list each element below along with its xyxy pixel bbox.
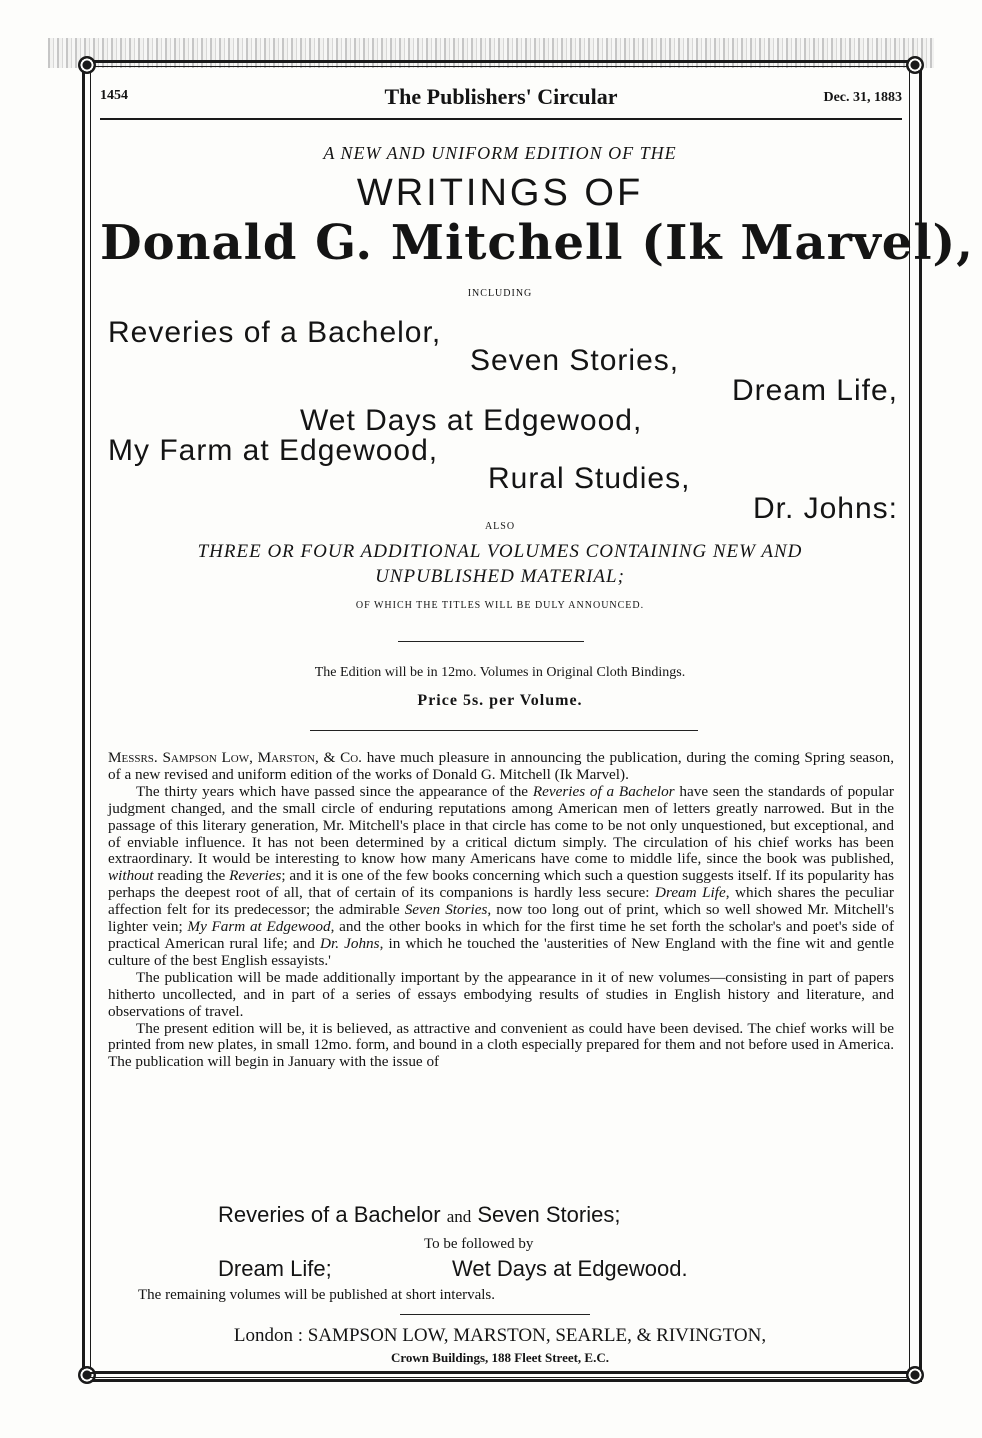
book-ref: My Farm at Edgewood [187,918,331,936]
additional-volumes-line: UNPUBLISHED MATERIAL; [375,566,625,587]
also-label: ALSO [484,521,516,532]
journal-title: The Publishers' Circular [384,84,618,109]
book-ref: Dr. Johns [320,934,380,952]
titles-announcement: OF WHICH THE TITLES WILL BE DULY ANNOUNCED. [355,600,645,611]
book-ref: Reveries [229,867,282,885]
paragraph: Messrs. Sampson Low, Marston, & Co. have much pleasure in announcing the publication, during the coming Spring season, of a new revised and uniform edition of the works of Donald G. Mitchell (Ik Marvel). [108,749,894,783]
second-issue-a: Dream Life; [218,1256,332,1281]
book-title: Reveries of a Bachelor, [108,316,442,349]
imprint-address: Crown Buildings, 188 Fleet Street, E.C. [391,1350,609,1365]
second-issue-b: Wet Days at Edgewood. [452,1256,688,1281]
corner-ornament-icon [78,1366,96,1384]
running-header [100,84,902,112]
announcement-body [108,750,894,1071]
advert-kicker: A NEW AND UNIFORM EDITION OF THE [323,143,677,163]
page-number: 1454 [100,88,128,103]
publisher-firm: Messrs. Sampson Low, Marston, & Co. [108,749,362,766]
imprint-city: London : [233,1325,304,1346]
edition-note: The Edition will be in 12mo. Volumes in Original Cloth Bindings. [314,665,686,680]
book-ref: Dream Life [655,884,726,902]
book-title: Rural Studies, [488,462,691,495]
book-title: My Farm at Edgewood, [108,434,439,467]
corner-ornament-icon [78,56,96,74]
issue-date: Dec. 31, 1883 [823,90,902,105]
additional-volumes-line: THREE OR FOUR ADDITIONAL VOLUMES CONTAINING NEW AND [197,541,803,562]
divider-rule [398,641,584,642]
book-title: Dr. Johns: [752,492,898,525]
book-title: Seven Stories, [470,344,680,377]
divider-rule [400,1314,590,1315]
advert-writings-of: WRITINGS OF [356,172,644,214]
imprint-publisher: SAMPSON LOW, MARSTON, SEARLE, & RIVINGTON, [307,1325,767,1346]
author-name: Donald G. Mitchell (Ik Marvel), [100,215,974,271]
price-line: Price 5s. per Volume. [417,692,583,709]
followed-by-label: To be followed by [424,1236,534,1252]
book-ref: Reveries of a Bachelor [532,782,675,800]
imprint-line [100,1325,900,1347]
paragraph: The present edition will be, it is believed, as attractive and convenient as could have been devised. The chief works will be printed from new plates, in small 12mo. form, and bound in a cloth especially prepared for them and not before used in America. The publication will begin in January with the issue of [108,1019,894,1071]
book-title: Dream Life, [731,374,898,407]
paragraph: The publication will be made additionally important by the appearance in it of new volumes—consisting in part of papers hitherto uncollected, and in part of a series of essays embodying results of studies in English history and literature, and observations of travel. [108,968,894,1020]
corner-ornament-icon [906,1366,924,1384]
corner-ornament-icon [906,56,924,74]
divider-rule [310,730,698,731]
including-label: INCLUDING [467,288,533,299]
remaining-volumes-note: The remaining volumes will be published at short intervals. [138,1287,496,1303]
bottom-rule [90,1372,908,1374]
book-title: Wet Days at Edgewood, [300,404,643,437]
header-rule [100,118,902,120]
first-issue-line: Reveries of a Bachelor and Seven Stories; [218,1202,621,1227]
paragraph: The thirty years which have passed since the appearance of the Reveries of a Bachelor have seen the standards of popular judgment changed, and the small circle of enduring reputations among American men of letters greatly narrowed. But in the passage of this literary generation, Mr. Mitchell's place in that circle has come to be not only unquestioned, but exceptional, and of enviable influence. It has not been determined by a critical dictum simply. The circulation of his chief works has been extraordinary. It would be interesting to know how many Americans have come to middle life, since the book was published, without reading the Reveries; and it is one of the few books concerning which such a question suggests itself. If its popularity has perhaps the deepest root of all, that of certain of its companions is hardly less secure: Dream Life, which shares the peculiar affection felt for its predecessor; the admirable Seven Stories, now too long out of print, which so well showed Mr. Mitchell's lighter vein; My Farm at Edgewood, and the other books in which for the first time he set forth the scholar's and poet's side of practical American rural life; and Dr. Johns, in which he touched the 'austerities of New England with the fine wit and gentle culture of the best English essayists.' [108,782,895,969]
bottom-rule [90,1377,908,1378]
book-ref: Seven Stories [404,901,488,919]
